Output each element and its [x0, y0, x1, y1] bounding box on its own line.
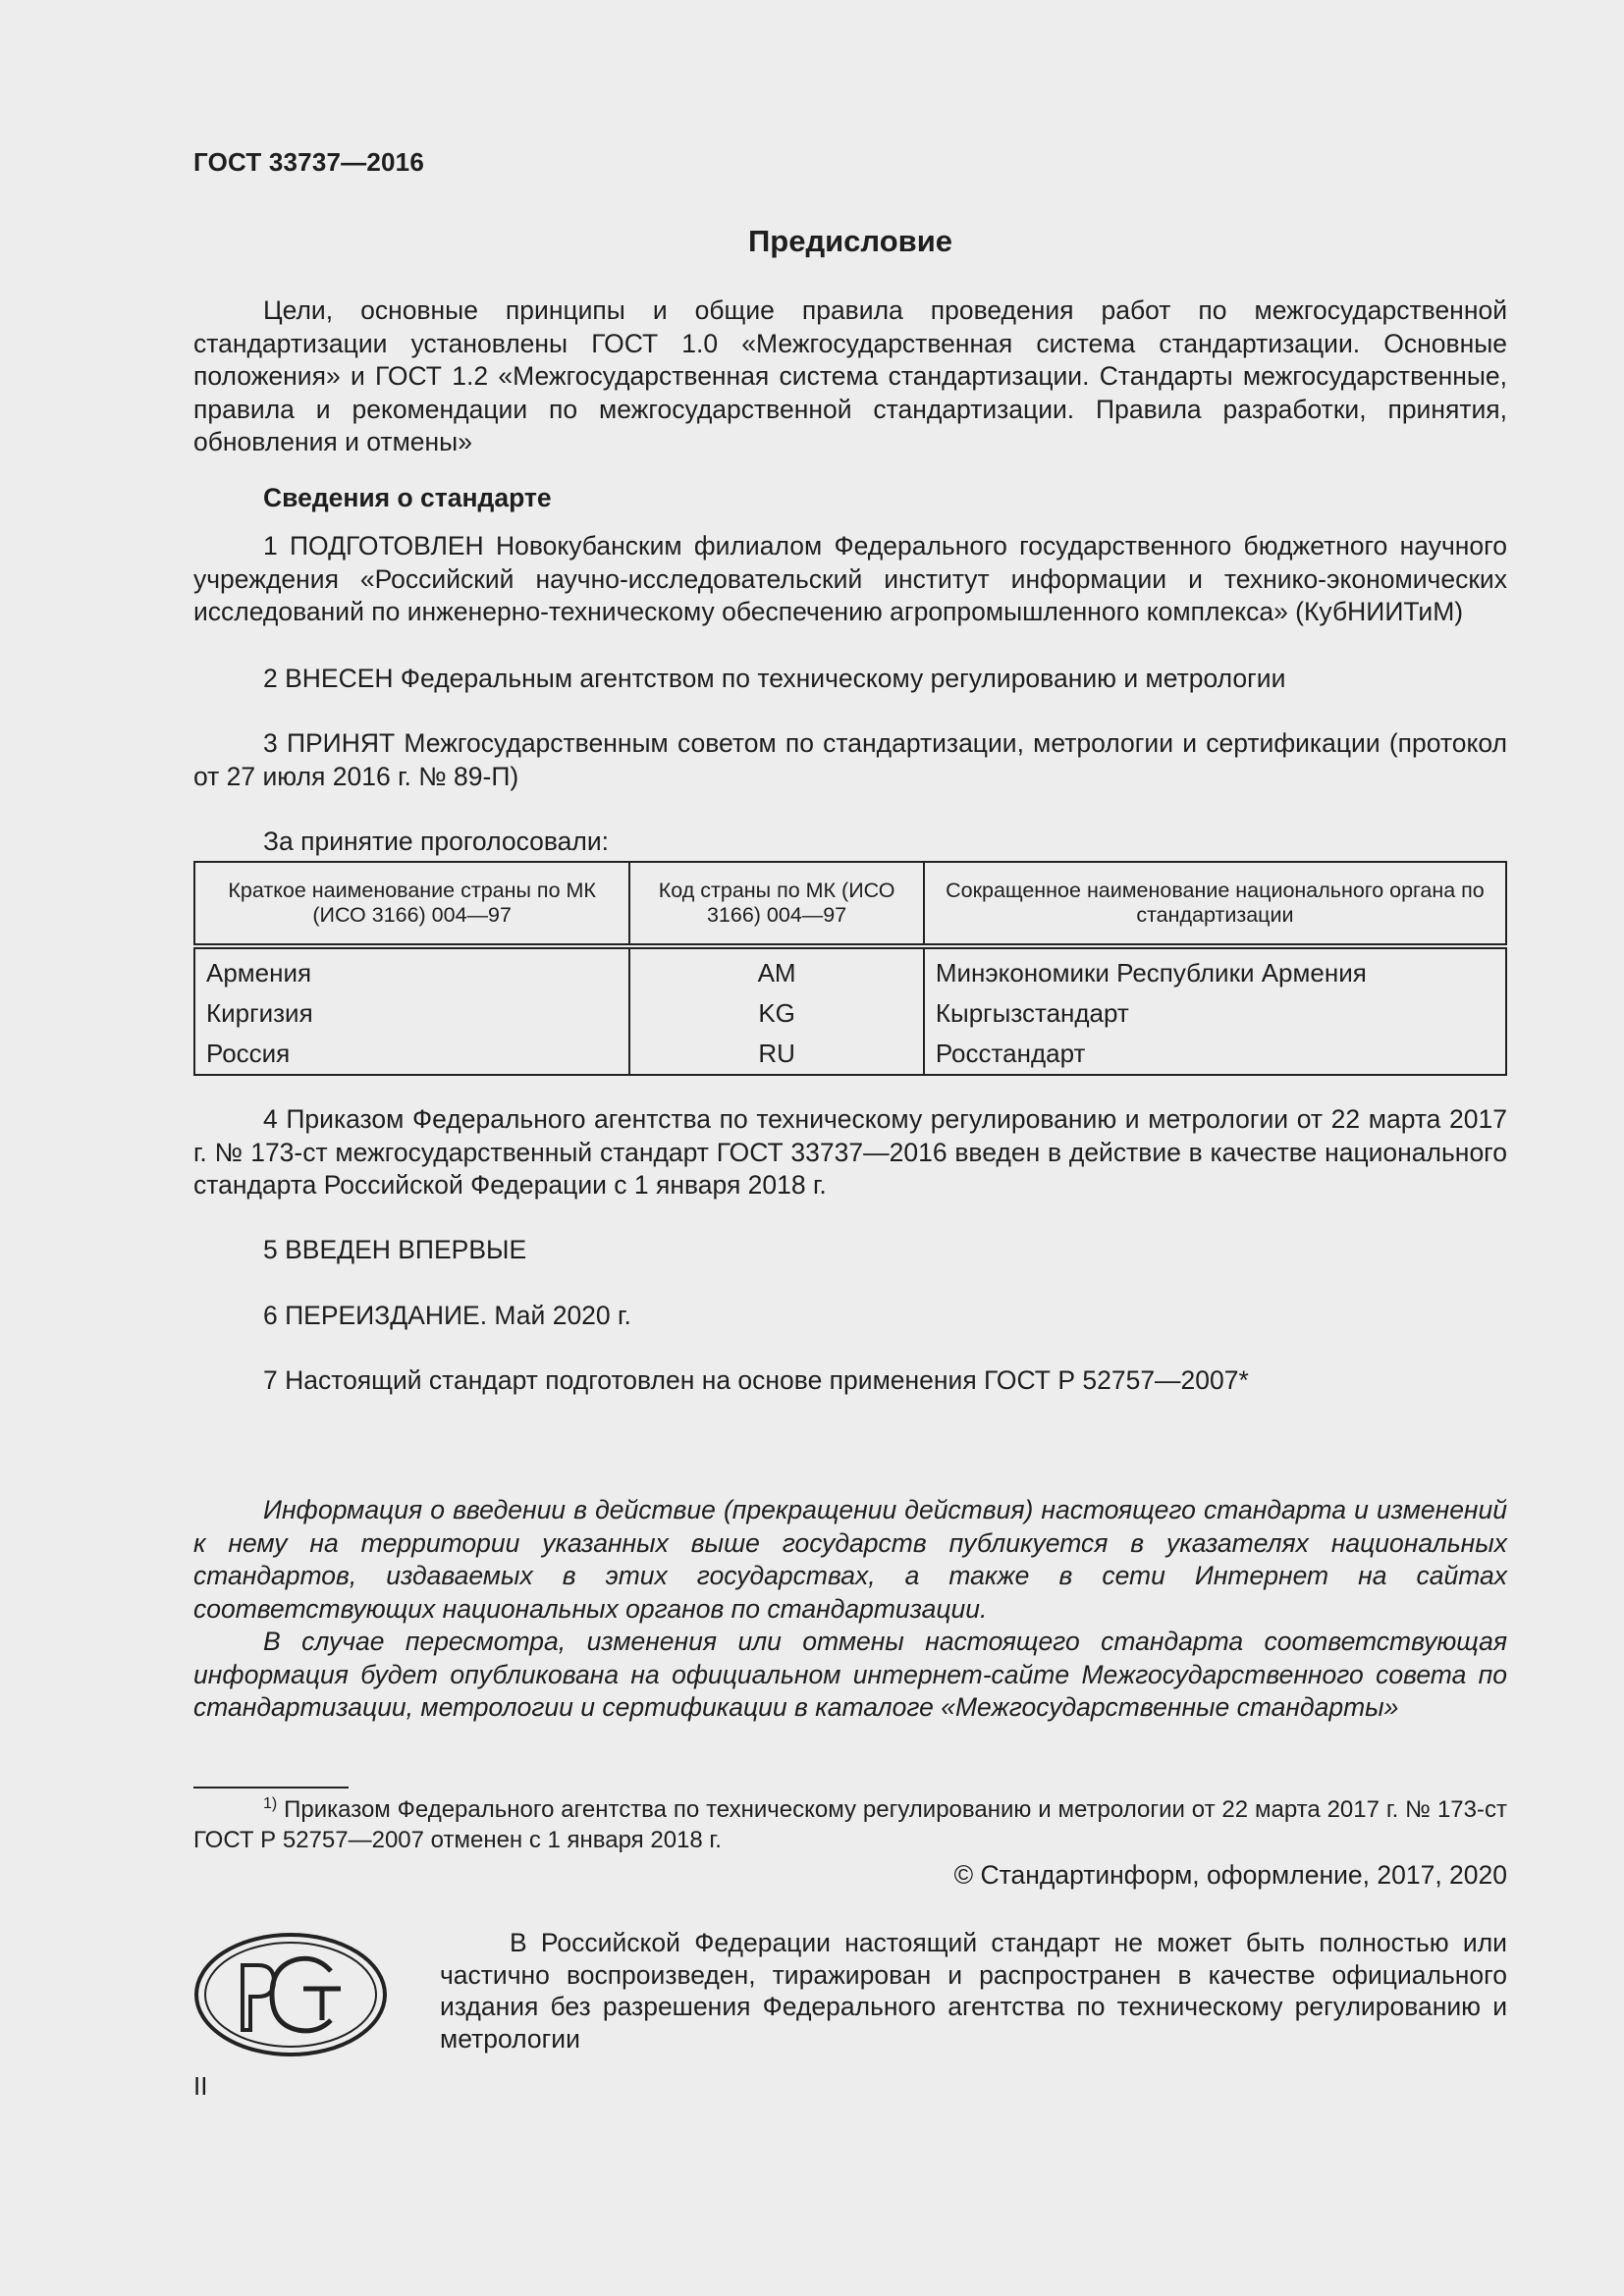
- page-title: Предисловие: [747, 224, 952, 258]
- body-cell: Минэкономики Республики Армения: [924, 946, 1506, 993]
- info-paragraph: В случае пересмотра, изменения или отмены настоящего стандарта соответствующая информация будет опубликована на официальном интернет-сайте Межгосударственного совета по стандартизации, метрологии и сертификации в каталоге «Межгосударственные стандарты»: [193, 1627, 1507, 1722]
- body-cell: Росстандарт: [924, 1034, 1506, 1075]
- footnote-text: Приказом Федерального агентства по техническому регулированию и метрологии от 22 марта 2017 г. № 173-ст ГОСТ Р 52757—2007 отменен с 1 января 2018 г.: [193, 1796, 1507, 1853]
- item-6: 6 ПЕРЕИЗДАНИЕ. Май 2020 г.: [263, 1301, 631, 1330]
- code-cell: AM: [629, 946, 924, 993]
- table-row: [194, 993, 1506, 1034]
- table-header-code: Код страны по МК (ИСО 3166) 004—97: [629, 862, 924, 946]
- item-5: 5 ВВЕДЕН ВПЕРВЫЕ: [263, 1235, 527, 1264]
- votes-table: [193, 861, 1507, 1076]
- table-row: [194, 1034, 1506, 1075]
- info-paragraph: Информация о введении в действие (прекращении действия) настоящего стандарта и изменений к нему на территории указанных выше государств публикуется в указателях национальных стандартов, издаваемых в этих государствах, а также в сети Интернет на сайтах соответствующих национальных органов по стандартизации.: [193, 1495, 1507, 1624]
- country-cell: Россия: [194, 1034, 629, 1075]
- code-cell: KG: [629, 993, 924, 1034]
- page-number: II: [193, 2071, 208, 2101]
- country-cell: Киргизия: [194, 993, 629, 1034]
- document-code: ГОСТ 33737—2016: [193, 147, 424, 177]
- table-header-country: Краткое наименование страны по МК (ИСО 3166) 004—97: [194, 862, 629, 946]
- footnote-marker: 1): [263, 1795, 278, 1812]
- copyright-notice: В Российской Федерации настоящий стандарт не может быть полностью или частично воспроизведен, тиражирован и распространен в качестве официального издания без разрешения Федерального агентства по техническому регулированию и метрологии: [440, 1928, 1507, 2054]
- info-heading: Сведения о стандарте: [263, 483, 552, 512]
- table-row: [194, 946, 1506, 993]
- item-7: 7 Настоящий стандарт подготовлен на основе применения ГОСТ Р 52757—2007*: [263, 1365, 1249, 1395]
- footnote: [193, 1789, 1507, 1855]
- code-cell: RU: [629, 1034, 924, 1075]
- copyright: © Стандартинформ, оформление, 2017, 2020: [953, 1860, 1507, 1890]
- body-cell: Кыргызстандарт: [924, 993, 1506, 1034]
- item-4: 4 Приказом Федерального агентства по техническому регулированию и метрологии от 22 марта 2017 г. № 173-ст межгосударственный стандарт ГОСТ 33737—2016 введен в действие в качестве национального стандарта Российской Федерации с 1 января 2018 г.: [193, 1104, 1507, 1200]
- item-3: 3 ПРИНЯТ Межгосударственным советом по стандартизации, метрологии и сертификации (протокол от 27 июля 2016 г. № 89-П): [193, 728, 1507, 791]
- votes-intro: За принятие проголосовали:: [263, 827, 610, 856]
- table-header-row: [194, 862, 1506, 946]
- country-cell: Армения: [194, 946, 629, 993]
- rst-logo-icon: [193, 1932, 388, 2057]
- info-block: [193, 1494, 1507, 1725]
- table-header-body: Сокращенное наименование национального органа по стандартизации: [924, 862, 1506, 946]
- intro-paragraph: Цели, основные принципы и общие правила проведения работ по межгосударственной стандартизации установлены ГОСТ 1.0 «Межгосударственная система стандартизации. Основные положения» и ГОСТ 1.2 «Межгосударственная система стандартизации. Стандарты межгосударственные, правила и рекомендации по межгосударственной стандартизации. Правила разработки, принятия, обновления и отмены»: [193, 295, 1507, 456]
- item-1: 1 ПОДГОТОВЛЕН Новокубанским филиалом Федерального государственного бюджетного научного учреждения «Российский научно-исследовательский институт информации и технико-экономических исследований по инженерно-техническому обеспечению агропромышленного комплекса» (КубНИИТиМ): [193, 531, 1507, 626]
- item-2: 2 ВНЕСЕН Федеральным агентством по техническому регулированию и метрологии: [263, 664, 1286, 693]
